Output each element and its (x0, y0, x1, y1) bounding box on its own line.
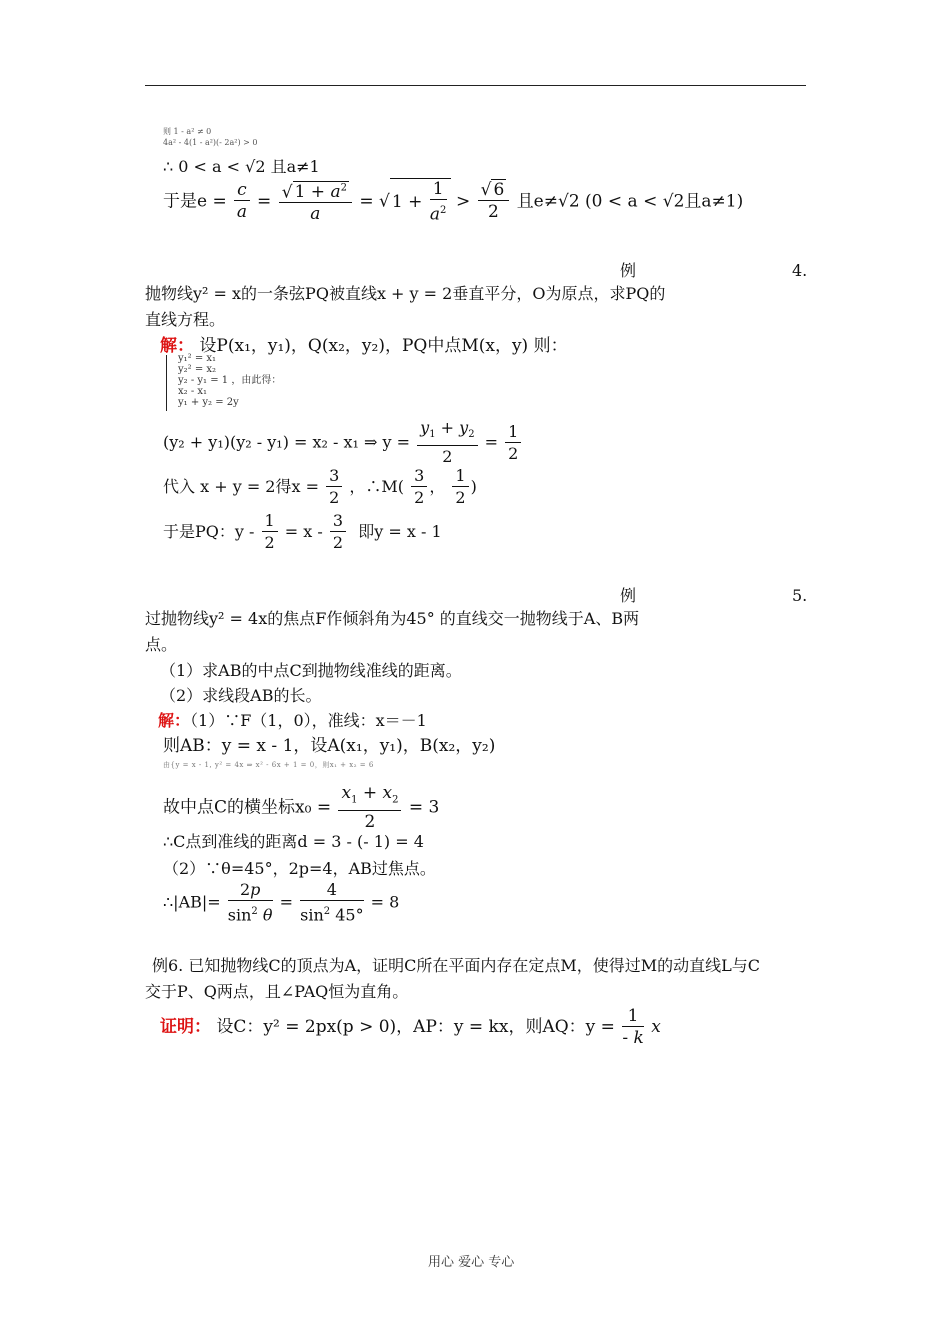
solution-label: 解： (158, 711, 191, 730)
distance-line: ∴C点到准线的距离d = 3 - (- 1) = 4 (163, 832, 424, 851)
solution-setup: 设P(x₁，y₁)，Q(x₂，y₂)，PQ中点M(x，y) 则： (199, 336, 568, 356)
proof-setup: 设C：y² = 2px(p > 0)，AP：y = kx，则AQ：y = (216, 1017, 615, 1037)
frac-sqrt6: $\frac{√ 6}{2}$ (478, 180, 510, 223)
example5-problem-line2: 点。 (145, 635, 178, 654)
system-brace (166, 355, 170, 411)
system-eq4: x₂ - x₁ (178, 386, 208, 397)
ab-length-suffix: = 8 (370, 892, 400, 912)
example5-question1: （1）求AB的中点C到抛物线准线的距离。 (160, 661, 462, 680)
result-prefix: 于是PQ：y - (163, 522, 255, 541)
ecc-suffix: 且e≠√2 (0 < a < √2且a≠1) (516, 191, 744, 212)
frac-m-x: $\frac{3}{2}$ (411, 466, 427, 509)
frac-sum-y: $\frac{y_1 + y_2}{2}$ (417, 418, 477, 468)
frac-m-y: $\frac{1}{2}$ (452, 466, 468, 509)
frac-three-halves: $\frac{3}{2}$ (326, 466, 342, 509)
frac-c-over-a: $\frac{c}{a}$ (234, 180, 250, 223)
example5-label: 例 (620, 586, 637, 605)
system-eq2: y₂² = x₂ (178, 364, 217, 375)
derivation-line: (y₂ + y₁)(y₂ - y₁) = x₂ - x₁ ⇒ y = $\frac{y_1 + y_2}{2}$ = $\frac{1}{2}$ (163, 418, 523, 468)
derivation-left: (y₂ + y₁)(y₂ - y₁) = x₂ - x₁ ⇒ y = (163, 432, 411, 452)
line-ab-equation: 则AB：y = x - 1，设A(x₁，y₁)，B(x₂，y₂) (163, 736, 496, 756)
ecc-prefix: 于是e = (163, 191, 227, 212)
example4-label: 例 (620, 261, 637, 280)
result-line (163, 511, 442, 554)
header-rule (145, 85, 806, 86)
frac-sqrt: $\frac{√ 1 + a^2}{a}$ (279, 179, 352, 226)
part2-line: （2）∵θ=45°，2p=4，AB过焦点。 (163, 859, 436, 878)
example6-problem-line2: 交于P、Q两点，且∠PAQ恒为直角。 (145, 982, 409, 1001)
solution-label: 解： (160, 336, 194, 356)
frac-half: $\frac{1}{2}$ (505, 422, 521, 465)
system-eq3: y₂ - y₁ = 1 ，由此得： (178, 375, 282, 386)
frac-4-sin45: $\frac{4}{\sin^2 45^\circ}$ (300, 880, 364, 925)
midpoint-line (163, 783, 439, 833)
solution-focus: （1）∵F（1，0），准线：x＝－1 (190, 711, 427, 730)
example4-problem-line1: 抛物线y² = x的一条弦PQ被直线x + y = 2垂直平分，O为原点，求PQ的 (145, 284, 666, 303)
system-eq5: y₁ + y₂ = 2y (178, 397, 239, 408)
midpoint-prefix: 故中点C的横坐标x₀ = (163, 797, 332, 818)
tiny-condition-line1: 则 1 - a² ≠ 0 (163, 127, 212, 136)
tiny-system-line: 由{y = x - 1, y² = 4x ⇒ x² - 6x + 1 = 0，则x₁ + x₂ = 6 (163, 761, 374, 769)
ab-length-line: ∴|AB|= $\frac{2p}{\sin^2 \theta}$ = $\frac{4}{\sin^2 45^\circ}$ = 8 (163, 880, 400, 925)
example4-number: 4. (792, 261, 808, 280)
example5-problem-line1: 过抛物线y² = 4x的焦点F作倾斜角为45° 的直线交一抛物线于A、B两 (145, 609, 640, 628)
proof-label: 证明： (160, 1017, 211, 1037)
substitution-mid: ，∴M( (349, 477, 405, 496)
eccentricity-formula: 于是e = $\frac{c}{a}$ = $\frac{√ 1 + a^2}{a}$ = √ 1 + $\frac{1}{a^2}$ > $\frac{√ 6}{2}$ 且e≠√2 (0 < a < √2且a≠1) (163, 179, 744, 225)
range-line: ∴ 0 < a < √2 且a≠1 (163, 157, 320, 176)
midpoint-suffix: = 3 (408, 797, 440, 818)
result-mid: = x - (284, 522, 323, 541)
example6-problem-line1: 例6. 已知抛物线C的顶点为A，证明C所在平面内存在定点M，使得过M的动直线L与C (152, 956, 761, 975)
frac-result-half: $\frac{1}{2}$ (262, 511, 278, 554)
system-eq1: y₁² = x₁ (178, 353, 217, 364)
page-footer: 用心 爱心 专心 (428, 1255, 515, 1270)
example5-question2: （2）求线段AB的长。 (160, 686, 322, 705)
substitution-prefix: 代入 x + y = 2得x = (163, 477, 320, 496)
frac-sum-x: $\frac{x_1 + x_2}{2}$ (338, 783, 401, 833)
tiny-condition-line2: 4a² - 4(1 - a²)(- 2a²) > 0 (163, 138, 258, 147)
substitution-line: 代入 x + y = 2得x = $\frac{3}{2}$ ，∴M( $\frac{3}{2}$ ， $\frac{1}{2}$ ) (163, 466, 477, 507)
frac-neg-1-over-k: $\frac{1}{- k}$ (622, 1006, 644, 1048)
example4-problem-line2: 直线方程。 (145, 310, 226, 329)
example5-number: 5. (792, 586, 808, 605)
frac-result-three-halves: $\frac{3}{2}$ (330, 511, 346, 554)
example6-proof-line: 证明： 设C：y² = 2px(p > 0)，AP：y = kx，则AQ：y = $\frac{1}{- k}$ x (160, 1006, 661, 1048)
frac-2p-sin: $\frac{2p}{\sin^2 \theta}$ (227, 880, 273, 925)
result-suffix: 即y = x - 1 (358, 522, 442, 541)
ab-length-prefix: ∴|AB|= (163, 892, 221, 912)
equation-system (178, 353, 281, 408)
